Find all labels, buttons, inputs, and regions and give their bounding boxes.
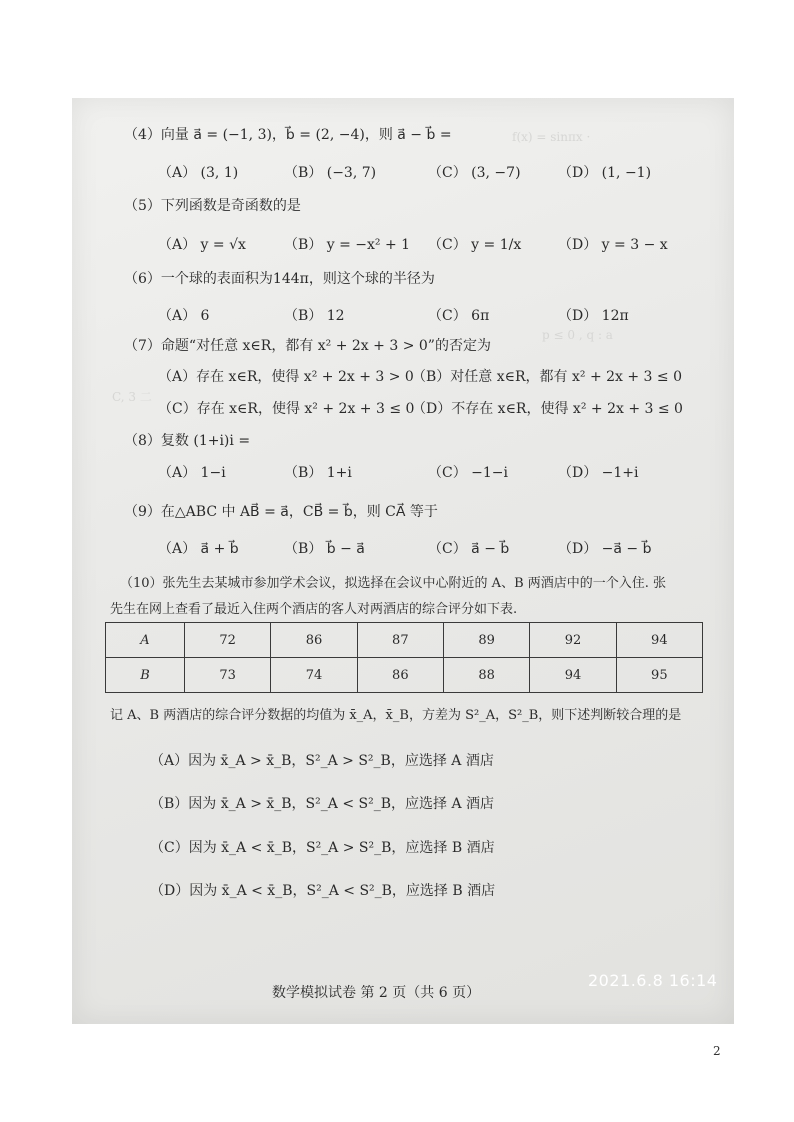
table-cell: 95 <box>616 658 702 693</box>
question-5-stem: （5）下列函数是奇函数的是 <box>124 198 301 214</box>
question-7-stem: （7）命题“对任意 x∈R，都有 x² + 2x + 3 > 0”的否定为 <box>124 338 491 354</box>
table-cell: 72 <box>185 623 271 658</box>
table-cell: 94 <box>530 658 616 693</box>
page-footer: 数学模拟试卷 第 2 页（共 6 页） <box>272 985 481 1001</box>
question-6-option-c: （C） 6π <box>428 308 490 324</box>
question-10-option-d: （D）因为 x̄_A < x̄_B，S²_A < S²_B，应选择 B 酒店 <box>150 883 496 899</box>
question-7-option-d: （D）不存在 x∈R，使得 x² + 2x + 3 ≤ 0 <box>412 401 683 417</box>
table-cell: 87 <box>357 623 443 658</box>
table-cell: 89 <box>443 623 529 658</box>
row-label-b: B <box>106 658 185 693</box>
table-cell: 92 <box>530 623 616 658</box>
question-10-option-a: （A）因为 x̄_A > x̄_B，S²_A > S²_B，应选择 A 酒店 <box>150 753 494 769</box>
question-7-option-b: （B）对任意 x∈R，都有 x² + 2x + 3 ≤ 0 <box>412 369 683 385</box>
table-cell: 94 <box>616 623 702 658</box>
photo-timestamp: 2021.6.8 16:14 <box>588 971 718 990</box>
question-8-option-a: （A） 1−i <box>158 465 226 481</box>
question-4-stem: （4）向量 a⃗ = (−1, 3)，b⃗ = (2, −4)，则 a⃗ − b⃗ = <box>124 127 452 143</box>
question-10-stem-line1: （10）张先生去某城市参加学术会议，拟选择在会议中心附近的 A、B 两酒店中的一个入住. 张 <box>120 576 667 591</box>
table-row-b <box>106 658 703 693</box>
question-6-option-a: （A） 6 <box>158 308 210 324</box>
row-label-a: A <box>106 623 185 658</box>
question-8-stem: （8）复数 (1+i)i = <box>124 433 251 449</box>
question-6-option-d: （D） 12π <box>558 308 629 324</box>
question-4-option-a: （A） (3, 1) <box>158 165 239 181</box>
question-5-option-a: （A） y = √x <box>158 237 246 253</box>
score-table <box>105 622 703 693</box>
question-9-option-b: （B） b⃗ − a⃗ <box>284 541 365 557</box>
question-10-note: 记 A、B 两酒店的综合评分数据的均值为 x̄_A，x̄_B，方差为 S²_A，S²_B，则下述判断较合理的是 <box>110 708 682 723</box>
question-4-option-d: （D） (1, −1) <box>558 165 652 181</box>
table-cell: 86 <box>271 623 357 658</box>
question-10-option-c: （C）因为 x̄_A < x̄_B，S²_A > S²_B，应选择 B 酒店 <box>150 840 495 856</box>
table-cell: 86 <box>357 658 443 693</box>
question-4-option-b: （B） (−3, 7) <box>284 165 377 181</box>
question-8-option-d: （D） −1+i <box>558 465 639 481</box>
table-cell: 74 <box>271 658 357 693</box>
question-9-option-a: （A） a⃗ + b⃗ <box>158 541 239 557</box>
page-number: 2 <box>713 1044 721 1058</box>
question-7-option-c: （C）存在 x∈R，使得 x² + 2x + 3 ≤ 0 <box>158 401 415 417</box>
bleed-through: C, 3 二 <box>112 390 152 404</box>
bleed-through: f(x) = sinπx · <box>512 130 591 144</box>
question-9-stem: （9）在△ABC 中 AB⃗ = a⃗，CB⃗ = b⃗，则 CA⃗ 等于 <box>124 504 438 520</box>
question-9-option-c: （C） a⃗ − b⃗ <box>428 541 510 557</box>
question-8-option-b: （B） 1+i <box>284 465 352 481</box>
question-10-option-b: （B）因为 x̄_A > x̄_B，S²_A < S²_B，应选择 A 酒店 <box>150 796 495 812</box>
question-9-option-d: （D） −a⃗ − b⃗ <box>558 541 652 557</box>
table-cell: 73 <box>185 658 271 693</box>
table-cell: 88 <box>443 658 529 693</box>
table-row-a <box>106 623 703 658</box>
question-7-option-a: （A）存在 x∈R，使得 x² + 2x + 3 > 0 <box>158 369 414 385</box>
question-4-option-c: （C） (3, −7) <box>428 165 521 181</box>
bleed-through: p ≤ 0 , q : a <box>542 328 613 342</box>
question-8-option-c: （C） −1−i <box>428 465 509 481</box>
question-10-stem-line2: 先生在网上查看了最近入住两个酒店的客人对两酒店的综合评分如下表. <box>110 602 518 617</box>
exam-page-photo <box>72 98 734 1024</box>
question-5-option-d: （D） y = 3 − x <box>558 237 668 253</box>
question-5-option-c: （C） y = 1/x <box>428 237 522 253</box>
question-6-option-b: （B） 12 <box>284 308 345 324</box>
question-5-option-b: （B） y = −x² + 1 <box>284 237 411 253</box>
question-6-stem: （6）一个球的表面积为144π，则这个球的半径为 <box>124 271 435 287</box>
